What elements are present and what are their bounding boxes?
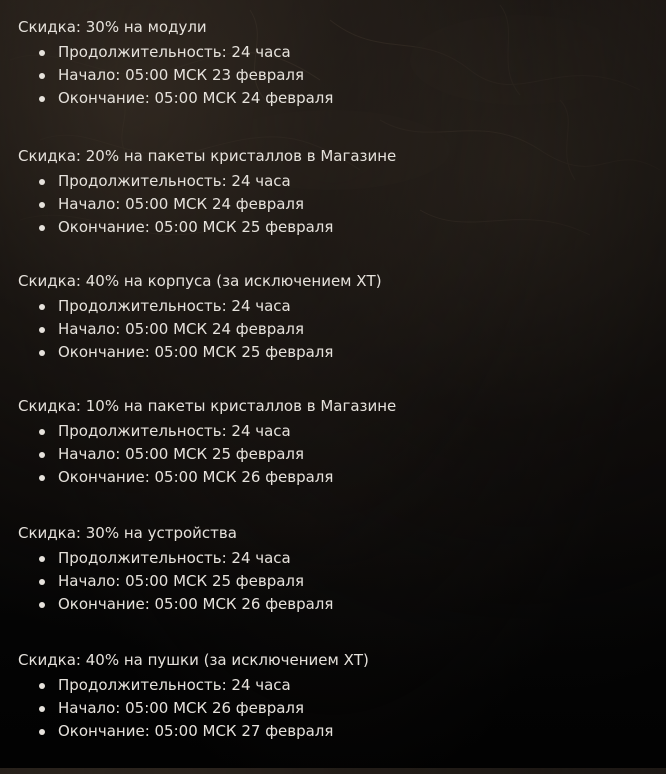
bullet-icon bbox=[39, 350, 45, 356]
duration-text: Продолжительность: 24 часа bbox=[58, 172, 291, 190]
sale-title: Скидка: 20% на пакеты кристаллов в Магазине bbox=[18, 147, 397, 165]
duration-text: Продолжительность: 24 часа bbox=[58, 43, 291, 61]
bullet-icon bbox=[39, 452, 45, 458]
start-text: Начало: 05:00 МСК 24 февраля bbox=[58, 195, 305, 213]
list-item bbox=[58, 170, 648, 193]
bullet-icon bbox=[39, 729, 45, 735]
bullet-icon bbox=[39, 50, 45, 56]
bullet-icon bbox=[39, 429, 45, 435]
end-text: Окончание: 05:00 МСК 25 февраля bbox=[58, 218, 334, 236]
bullet-icon bbox=[39, 304, 45, 310]
end-text: Окончание: 05:00 МСК 27 февраля bbox=[58, 722, 334, 740]
list-item bbox=[58, 41, 648, 64]
list-item bbox=[58, 341, 648, 364]
sale-details-list bbox=[18, 674, 648, 743]
sale-title: Скидка: 40% на пушки (за исключением ХТ) bbox=[18, 651, 369, 669]
sale-title: Скидка: 40% на корпуса (за исключением ХТ) bbox=[18, 272, 382, 290]
bullet-icon bbox=[39, 556, 45, 562]
bullet-icon bbox=[39, 73, 45, 79]
duration-text: Продолжительность: 24 часа bbox=[58, 676, 291, 694]
end-text: Окончание: 05:00 МСК 24 февраля bbox=[58, 89, 334, 107]
duration-text: Продолжительность: 24 часа bbox=[58, 297, 291, 315]
list-item bbox=[58, 547, 648, 570]
list-item bbox=[58, 87, 648, 110]
end-text: Окончание: 05:00 МСК 26 февраля bbox=[58, 468, 334, 486]
sale-details-list bbox=[18, 547, 648, 616]
end-text: Окончание: 05:00 МСК 26 февраля bbox=[58, 595, 334, 613]
list-item bbox=[58, 216, 648, 239]
duration-text: Продолжительность: 24 часа bbox=[58, 422, 291, 440]
sale-details-list bbox=[18, 420, 648, 489]
list-item bbox=[58, 593, 648, 616]
bullet-icon bbox=[39, 706, 45, 712]
sale-details-list bbox=[18, 170, 648, 239]
sale-title: Скидка: 30% на устройства bbox=[18, 524, 237, 542]
list-item bbox=[58, 570, 648, 593]
bullet-icon bbox=[39, 96, 45, 102]
list-item bbox=[58, 318, 648, 341]
list-item bbox=[58, 443, 648, 466]
bullet-icon bbox=[39, 179, 45, 185]
list-item bbox=[58, 64, 648, 87]
sale-block bbox=[18, 522, 648, 616]
start-text: Начало: 05:00 МСК 26 февраля bbox=[58, 699, 305, 717]
bullet-icon bbox=[39, 475, 45, 481]
list-item bbox=[58, 295, 648, 318]
list-item bbox=[58, 420, 648, 443]
bullet-icon bbox=[39, 683, 45, 689]
bullet-icon bbox=[39, 579, 45, 585]
bullet-icon bbox=[39, 602, 45, 608]
start-text: Начало: 05:00 МСК 23 февраля bbox=[58, 66, 305, 84]
duration-text: Продолжительность: 24 часа bbox=[58, 549, 291, 567]
bullet-icon bbox=[39, 327, 45, 333]
start-text: Начало: 05:00 МСК 25 февраля bbox=[58, 445, 305, 463]
sale-block bbox=[18, 16, 648, 110]
list-item bbox=[58, 193, 648, 216]
list-item bbox=[58, 697, 648, 720]
list-item bbox=[58, 466, 648, 489]
list-item bbox=[58, 720, 648, 743]
sale-block bbox=[18, 145, 648, 239]
sale-block bbox=[18, 270, 648, 364]
sale-details-list bbox=[18, 41, 648, 110]
list-item bbox=[58, 674, 648, 697]
sales-list-container bbox=[18, 16, 648, 774]
sale-details-list bbox=[18, 295, 648, 364]
bullet-icon bbox=[39, 225, 45, 231]
end-text: Окончание: 05:00 МСК 25 февраля bbox=[58, 343, 334, 361]
sale-title: Скидка: 10% на пакеты кристаллов в Магазине bbox=[18, 397, 397, 415]
sale-title: Скидка: 30% на модули bbox=[18, 18, 207, 36]
bullet-icon bbox=[39, 202, 45, 208]
start-text: Начало: 05:00 МСК 24 февраля bbox=[58, 320, 305, 338]
start-text: Начало: 05:00 МСК 25 февраля bbox=[58, 572, 305, 590]
sale-block bbox=[18, 395, 648, 489]
sale-block bbox=[18, 649, 648, 743]
